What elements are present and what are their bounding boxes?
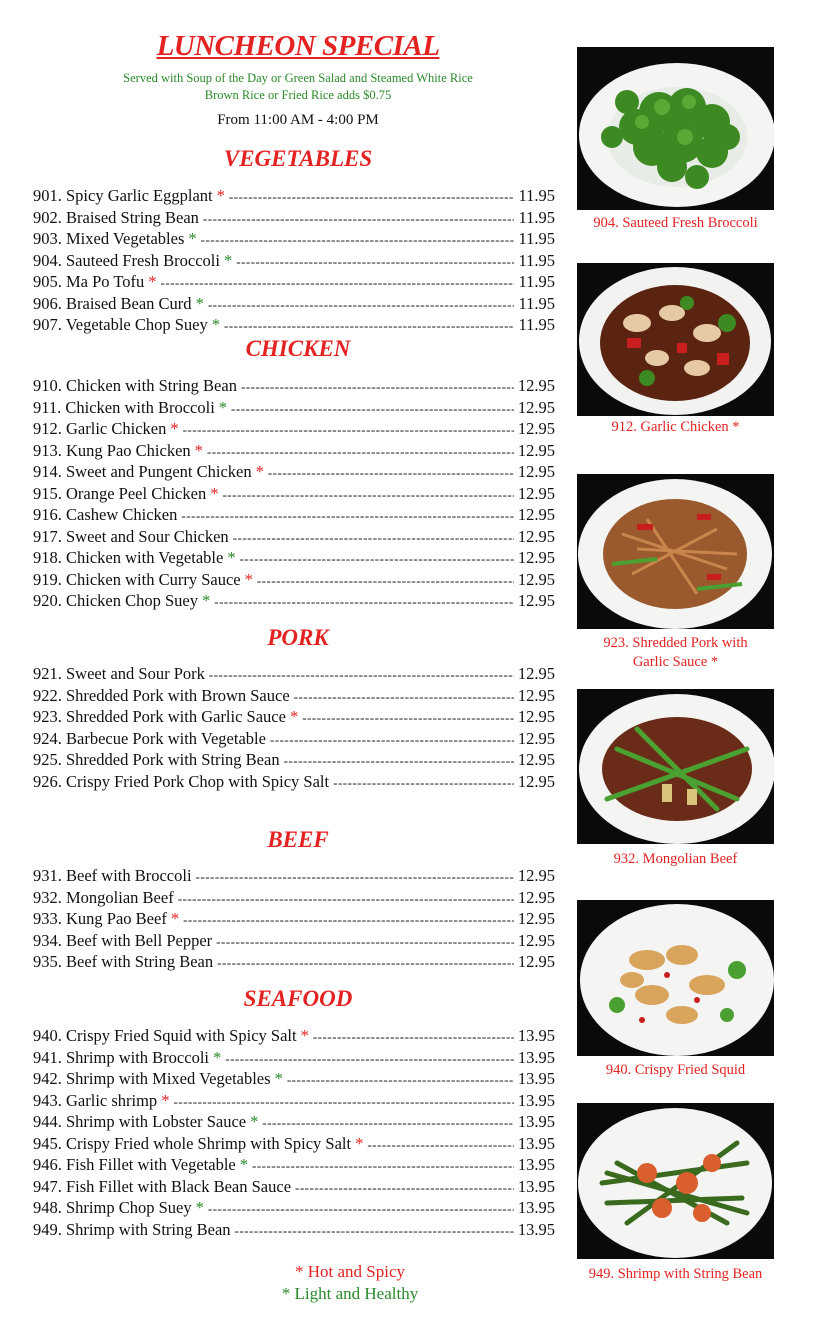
shredded-pork-photo [577,474,774,629]
menu-item-price: 12.95 [517,707,555,726]
menu-item-name: 918. Chicken with Vegetable [33,548,224,567]
dot-leader [252,1155,514,1169]
dot-leader [229,186,515,200]
dot-leader [241,376,514,390]
menu-item-price: 12.95 [517,664,555,683]
light-healthy-marker: * [274,1069,283,1088]
photo-caption-shrimp-string-bean: 949. Shrimp with String Bean [588,1266,763,1282]
hot-spicy-marker: * [210,483,219,503]
light-healthy-marker: * [223,250,233,270]
menu-item-name: 944. Shrimp with Lobster Sauce [33,1112,247,1131]
dot-leader [287,1069,514,1083]
dot-leader [367,1134,514,1148]
dot-leader [240,548,514,562]
menu-item-name: 924. Barbecue Pork with Vegetable [33,728,266,748]
light-healthy-marker: * [218,397,228,417]
menu-item [33,1220,555,1241]
menu-item [33,398,555,419]
dot-leader [178,888,514,902]
dot-leader [233,527,514,541]
menu-item [33,251,555,272]
menu-item-price: 13.95 [517,1112,555,1131]
dot-leader [173,1091,513,1105]
menu-item-name: 906. Braised Bean Curd [33,293,192,313]
menu-item [33,686,555,707]
menu-item [33,1177,555,1198]
photo-caption-line1: 923. Shredded Pork with [603,635,748,651]
rice-upgrade-note: Brown Rice or Fried Rice adds $0.75 [204,88,392,102]
menu-item-name: 911. Chicken with Broccoli [33,397,215,417]
menu-item [33,419,555,440]
menu-item-name: 948. Shrimp Chop Suey [33,1198,192,1217]
menu-item-name: 945. Crispy Fried whole Shrimp with Spicy Salt [33,1133,352,1153]
menu-item-name: 940. Crispy Fried Squid with Spicy Salt [33,1026,297,1045]
menu-item [33,1112,555,1133]
menu-item [33,294,555,315]
menu-item [33,272,555,293]
menu-item-price: 12.95 [517,750,555,769]
hot-spicy-marker: * [170,419,179,438]
menu-item-price: 12.95 [517,462,555,481]
served-with-note: Served with Soup of the Day or Green Salad and Steamed White Rice [123,71,473,85]
light-healthy-marker: * [250,1112,259,1131]
menu-item [33,229,555,250]
menu-item [33,441,555,462]
photo-caption-shredded-pork [577,634,774,672]
menu-item [33,909,555,930]
menu-item-name: 910. Chicken with String Bean [33,376,237,395]
menu-item-name: 912. Garlic Chicken [33,419,167,438]
menu-item [33,315,555,336]
dot-leader [225,1048,514,1062]
dot-leader [216,931,514,945]
hot-spicy-marker: * [289,707,299,726]
section-title-seafood: SEAFOOD [243,986,353,1011]
menu-item-name: 917. Sweet and Sour Chicken [33,526,229,546]
section-title-beef: BEEF [267,827,329,852]
menu-item-price: 13.95 [517,1198,555,1217]
menu-item-name: 926. Crispy Fried Pork Chop with Spicy Salt [33,771,330,791]
menu-item-price: 13.95 [517,1155,555,1174]
menu-item [33,462,555,483]
menu-item-name: 942. Shrimp with Mixed Vegetables [33,1069,271,1088]
menu-item-name: 903. Mixed Vegetables [33,229,185,248]
menu-item [33,1026,555,1047]
menu-item-price: 12.95 [517,483,555,503]
dot-leader [257,570,514,584]
dot-leader [208,1198,514,1212]
hot-spicy-marker: * [255,462,264,481]
dot-leader [222,484,513,498]
hot-spicy-marker: * [216,186,225,205]
photo-caption-fried-squid: 940. Crispy Fried Squid [605,1062,746,1078]
menu-item-price: 11.95 [518,229,555,248]
dot-leader [207,441,514,455]
menu-item-price: 12.95 [517,728,555,748]
menu-item [33,888,555,909]
light-healthy-marker: * [188,229,197,248]
menu-item-price: 12.95 [517,771,555,791]
menu-item [33,866,555,887]
menu-item-name: 919. Chicken with Curry Sauce [33,569,241,589]
menu-item-price: 12.95 [517,930,555,950]
menu-item-name: 943. Garlic shrimp [33,1090,158,1110]
menu-item-name: 933. Kung Pao Beef [33,909,167,928]
dot-leader [196,866,514,880]
dot-leader [209,664,514,678]
menu-item [33,186,555,207]
photo-caption-mongolian-beef: 932. Mongolian Beef [613,851,738,867]
menu-item-price: 11.95 [518,272,555,291]
dot-leader [302,707,514,721]
menu-item-name: 904. Sauteed Fresh Broccoli [33,250,220,270]
menu-item-name: 931. Beef with Broccoli [33,866,192,885]
dot-leader [231,398,514,412]
menu-title: LUNCHEON SPECIAL [156,30,440,62]
dot-leader [313,1026,514,1040]
service-hours: From 11:00 AM - 4:00 PM [217,112,379,128]
section-title-chicken: CHICKEN [245,336,351,361]
menu-item-name: 921. Sweet and Sour Pork [33,664,205,683]
menu-item-name: 915. Orange Peel Chicken [33,483,207,503]
menu-item-price: 12.95 [517,909,555,928]
menu-item-name: 941. Shrimp with Broccoli [33,1047,209,1067]
menu-item-name: 905. Ma Po Tofu [33,272,145,291]
menu-item-price: 12.95 [517,526,555,546]
dot-leader [295,1177,514,1191]
menu-item [33,931,555,952]
menu-item-name: 922. Shredded Pork with Brown Sauce [33,685,290,705]
light-healthy-marker: * [239,1155,248,1174]
menu-item-price: 12.95 [517,548,555,567]
menu-item [33,570,555,591]
dot-leader [217,952,514,966]
menu-item-price: 11.95 [518,293,555,313]
hot-spicy-marker: * [161,1090,170,1110]
dot-leader [203,208,515,222]
broccoli-photo [577,47,774,210]
menu-item [33,750,555,771]
menu-item [33,664,555,685]
light-healthy-marker: * [211,315,221,334]
dot-leader [333,772,514,786]
photo-caption-line2: Garlic Sauce * [632,654,719,670]
dot-leader [235,1220,514,1234]
menu-item-name: 946. Fish Fillet with Vegetable [33,1155,236,1174]
hot-spicy-marker: * [355,1133,364,1153]
menu-item-price: 13.95 [517,1219,555,1239]
menu-item [33,1069,555,1090]
fried-squid-photo [577,900,774,1056]
hot-spicy-marker: * [244,569,253,589]
menu-item-price: 11.95 [518,250,555,270]
menu-item [33,548,555,569]
menu-item [33,952,555,973]
legend-hot-spicy: * Hot and Spicy [294,1262,406,1281]
menu-item-price: 12.95 [517,866,555,885]
menu-item-price: 11.95 [518,186,555,205]
dot-leader [284,750,514,764]
menu-item-price: 13.95 [517,1026,555,1045]
mongolian-beef-photo [577,689,774,844]
legend-light-healthy: * Light and Healthy [281,1284,419,1303]
dot-leader [201,229,515,243]
menu-item-name: 913. Kung Pao Chicken [33,440,191,460]
menu-item [33,1134,555,1155]
menu-item-price: 12.95 [517,952,555,971]
menu-item-price: 12.95 [517,591,555,610]
dot-leader [224,315,514,329]
photo-caption-garlic-chicken: 912. Garlic Chicken * [611,419,740,435]
section-title-vegetables: VEGETABLES [223,146,373,171]
menu-item-price: 12.95 [517,685,555,705]
menu-item-price: 12.95 [517,419,555,438]
menu-item [33,505,555,526]
menu-item-price: 13.95 [517,1133,555,1153]
dot-leader [208,294,515,308]
dot-leader [183,419,514,433]
light-healthy-marker: * [195,293,204,313]
menu-item [33,729,555,750]
menu-item-name: 949. Shrimp with String Bean [33,1219,231,1239]
light-healthy-marker: * [227,548,236,567]
menu-item-name: 901. Spicy Garlic Eggplant [33,186,213,205]
menu-item-name: 907. Vegetable Chop Suey [33,315,208,334]
dot-leader [262,1112,514,1126]
menu-item-name: 923. Shredded Pork with Garlic Sauce [33,707,286,726]
menu-item-price: 12.95 [517,887,555,907]
menu-item [33,591,555,612]
menu-item-name: 947. Fish Fillet with Black Bean Sauce [33,1176,292,1196]
menu-item-price: 12.95 [517,376,555,395]
menu-item-name: 916. Cashew Chicken [33,505,178,524]
menu-item-name: 914. Sweet and Pungent Chicken [33,462,252,481]
menu-item-name: 935. Beef with String Bean [33,952,214,971]
light-healthy-marker: * [195,1198,204,1217]
menu-item [33,1155,555,1176]
dot-leader [236,251,514,265]
dot-leader [181,505,514,519]
menu-item-name: 934. Beef with Bell Pepper [33,930,213,950]
hot-spicy-marker: * [194,440,203,460]
menu-item-name: 902. Braised String Bean [33,207,199,227]
menu-item [33,527,555,548]
garlic-chicken-photo [577,263,774,416]
hot-spicy-marker: * [148,272,157,291]
menu-item-price: 13.95 [517,1069,555,1088]
menu-item-price: 11.95 [518,207,555,227]
menu-item [33,1198,555,1219]
dot-leader [294,686,514,700]
menu-item-price: 12.95 [517,440,555,460]
light-healthy-marker: * [202,591,211,610]
menu-item-price: 12.95 [517,505,555,524]
menu-item-price: 12.95 [517,569,555,589]
dot-leader [214,591,514,605]
menu-item-price: 13.95 [517,1090,555,1110]
menu-item [33,208,555,229]
dot-leader [161,272,515,286]
menu-item [33,376,555,397]
menu-item-name: 920. Chicken Chop Suey [33,591,198,610]
menu-item-price: 13.95 [517,1047,555,1067]
menu-item-price: 12.95 [517,397,555,417]
shrimp-string-bean-photo [577,1103,774,1259]
dot-leader [268,462,514,476]
light-healthy-marker: * [213,1047,222,1067]
hot-spicy-marker: * [300,1026,309,1045]
menu-item-name: 932. Mongolian Beef [33,887,174,907]
photo-caption-broccoli: 904. Sauteed Fresh Broccoli [593,215,758,231]
menu-item [33,484,555,505]
hot-spicy-marker: * [170,909,180,928]
menu-item-price: 11.95 [518,315,555,334]
section-title-pork: PORK [267,625,329,650]
menu-item [33,707,555,728]
dot-leader [183,909,514,923]
menu-item [33,1048,555,1069]
menu-item [33,1091,555,1112]
menu-item-name: 925. Shredded Pork with String Bean [33,750,280,769]
menu-item [33,772,555,793]
menu-item-price: 13.95 [517,1176,555,1196]
dot-leader [270,729,514,743]
